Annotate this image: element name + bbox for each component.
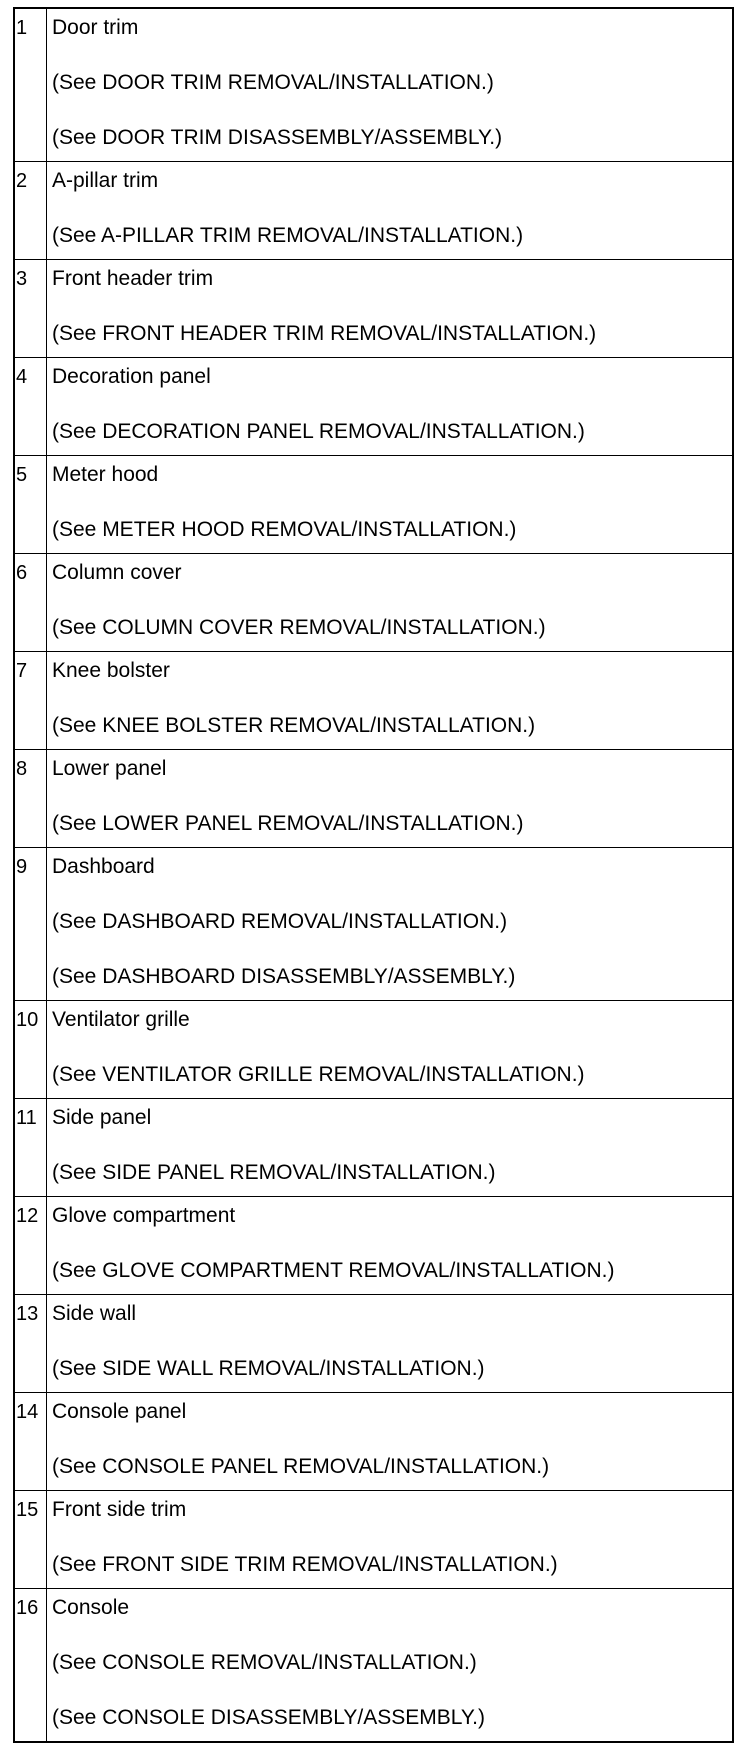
part-name: Side wall — [52, 1302, 137, 1325]
procedure-reference: (See FRONT HEADER TRIM REMOVAL/INSTALLATION.) — [52, 322, 597, 345]
table-row — [14, 358, 733, 456]
item-content — [47, 652, 734, 750]
item-number: 8 — [14, 750, 47, 848]
item-content — [47, 1001, 734, 1099]
procedure-reference: (See DASHBOARD REMOVAL/INSTALLATION.) — [52, 910, 508, 933]
part-name: Ventilator grille — [52, 1008, 190, 1031]
item-content — [47, 8, 734, 162]
procedure-reference: (See SIDE PANEL REMOVAL/INSTALLATION.) — [52, 1161, 496, 1184]
procedure-reference: (See KNEE BOLSTER REMOVAL/INSTALLATION.) — [52, 714, 536, 737]
table-row — [14, 848, 733, 1001]
table-row — [14, 1295, 733, 1393]
item-content — [47, 750, 734, 848]
procedure-reference: (See SIDE WALL REMOVAL/INSTALLATION.) — [52, 1357, 485, 1380]
part-name: Column cover — [52, 561, 182, 584]
item-number: 5 — [14, 456, 47, 554]
part-name: Front header trim — [52, 267, 214, 290]
part-name: Lower panel — [52, 757, 167, 780]
procedure-reference: (See VENTILATOR GRILLE REMOVAL/INSTALLATION.) — [52, 1063, 585, 1086]
item-content — [47, 260, 734, 358]
table-row — [14, 162, 733, 260]
procedure-reference: (See COLUMN COVER REMOVAL/INSTALLATION.) — [52, 616, 546, 639]
part-name: Glove compartment — [52, 1204, 236, 1227]
table-row — [14, 456, 733, 554]
item-number: 6 — [14, 554, 47, 652]
procedure-reference: (See LOWER PANEL REMOVAL/INSTALLATION.) — [52, 812, 524, 835]
table-row — [14, 260, 733, 358]
item-number: 11 — [14, 1099, 47, 1197]
item-number: 16 — [14, 1589, 47, 1743]
table-row — [14, 8, 733, 162]
part-name: A-pillar trim — [52, 169, 159, 192]
item-number: 3 — [14, 260, 47, 358]
procedure-reference: (See CONSOLE REMOVAL/INSTALLATION.) — [52, 1651, 477, 1674]
part-name: Console panel — [52, 1400, 187, 1423]
item-content — [47, 1295, 734, 1393]
item-number: 15 — [14, 1491, 47, 1589]
table-row — [14, 750, 733, 848]
part-name: Decoration panel — [52, 365, 211, 388]
table-row — [14, 1099, 733, 1197]
item-content — [47, 162, 734, 260]
part-name: Front side trim — [52, 1498, 187, 1521]
item-number: 4 — [14, 358, 47, 456]
parts-table-body — [14, 8, 733, 1742]
part-name: Door trim — [52, 16, 139, 39]
part-name: Meter hood — [52, 463, 159, 486]
procedure-reference: (See DOOR TRIM REMOVAL/INSTALLATION.) — [52, 71, 494, 94]
item-content — [47, 1589, 734, 1743]
table-row — [14, 652, 733, 750]
item-number: 2 — [14, 162, 47, 260]
item-content — [47, 1491, 734, 1589]
part-name: Console — [52, 1596, 130, 1619]
table-row — [14, 1197, 733, 1295]
part-name: Knee bolster — [52, 659, 170, 682]
procedure-reference: (See FRONT SIDE TRIM REMOVAL/INSTALLATION.) — [52, 1553, 558, 1576]
procedure-reference: (See CONSOLE DISASSEMBLY/ASSEMBLY.) — [52, 1706, 485, 1729]
table-row — [14, 1589, 733, 1743]
procedure-reference: (See DECORATION PANEL REMOVAL/INSTALLATION.) — [52, 420, 585, 443]
item-content — [47, 1197, 734, 1295]
item-content — [47, 358, 734, 456]
part-name: Dashboard — [52, 855, 155, 878]
item-number: 7 — [14, 652, 47, 750]
procedure-reference: (See A-PILLAR TRIM REMOVAL/INSTALLATION.) — [52, 224, 524, 247]
item-content — [47, 554, 734, 652]
table-row — [14, 1491, 733, 1589]
item-number: 12 — [14, 1197, 47, 1295]
item-number: 1 — [14, 8, 47, 162]
item-content — [47, 456, 734, 554]
procedure-reference: (See CONSOLE PANEL REMOVAL/INSTALLATION.) — [52, 1455, 550, 1478]
procedure-reference: (See DASHBOARD DISASSEMBLY/ASSEMBLY.) — [52, 965, 516, 988]
item-number: 10 — [14, 1001, 47, 1099]
item-number: 13 — [14, 1295, 47, 1393]
item-number: 9 — [14, 848, 47, 1001]
item-number: 14 — [14, 1393, 47, 1491]
item-content — [47, 1393, 734, 1491]
table-row — [14, 1393, 733, 1491]
part-name: Side panel — [52, 1106, 152, 1129]
procedure-reference: (See DOOR TRIM DISASSEMBLY/ASSEMBLY.) — [52, 126, 503, 149]
procedure-reference: (See METER HOOD REMOVAL/INSTALLATION.) — [52, 518, 517, 541]
procedure-reference: (See GLOVE COMPARTMENT REMOVAL/INSTALLATION.) — [52, 1259, 615, 1282]
item-content — [47, 1099, 734, 1197]
item-content — [47, 848, 734, 1001]
parts-reference-table — [13, 7, 734, 1743]
table-row — [14, 554, 733, 652]
table-row — [14, 1001, 733, 1099]
